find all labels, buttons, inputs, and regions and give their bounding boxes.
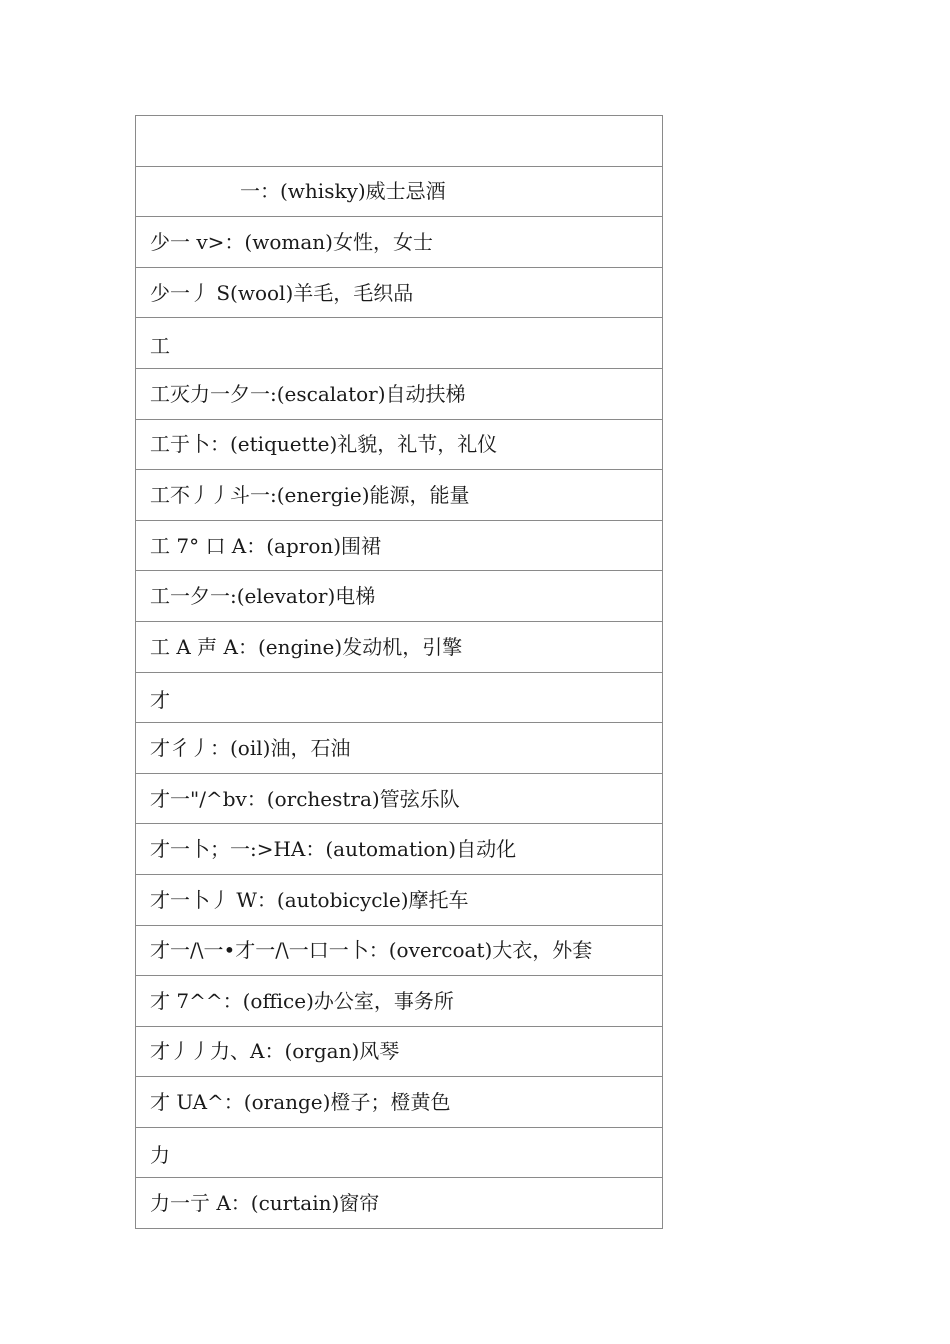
section-heading: 工 xyxy=(136,318,663,369)
table-row-entry xyxy=(136,1077,663,1128)
table-row-entry xyxy=(136,571,663,622)
table-row-section xyxy=(136,672,663,723)
table-row-entry xyxy=(136,368,663,419)
table-cell: 工于卜：(etiquette)礼貌，礼节，礼仪 xyxy=(136,419,663,470)
table-cell: 才一"/^bv：(orchestra)管弦乐队 xyxy=(136,773,663,824)
table-cell: 一：(whisky)威士忌酒 xyxy=(136,166,663,217)
table-row-entry xyxy=(136,1178,663,1229)
table-row-entry xyxy=(136,217,663,268)
table-cell: 少一丿 S(wool)羊毛，毛织品 xyxy=(136,267,663,318)
table-row-entry xyxy=(136,1026,663,1077)
section-heading: 才 xyxy=(136,672,663,723)
table-cell: 才丿丿力、A：(organ)风琴 xyxy=(136,1026,663,1077)
table-cell: 才 UA^：(orange)橙子；橙黄色 xyxy=(136,1077,663,1128)
table-row-entry xyxy=(136,267,663,318)
table-row-section xyxy=(136,1127,663,1178)
table-cell: 工不丿丿斗一:(energie)能源，能量 xyxy=(136,470,663,521)
table-row-entry xyxy=(136,824,663,875)
table-row-entry xyxy=(136,470,663,521)
table-row-entry xyxy=(136,976,663,1027)
table-row-entry xyxy=(136,874,663,925)
table-cell: 少一 v>：(woman)女性，女士 xyxy=(136,217,663,268)
table-row-entry xyxy=(136,520,663,571)
table-row-entry xyxy=(136,773,663,824)
table-cell: 力一亍 A：(curtain)窗帘 xyxy=(136,1178,663,1229)
table-cell: 才 7^^：(office)办公室，事务所 xyxy=(136,976,663,1027)
table-row-entry xyxy=(136,723,663,774)
section-heading: 力 xyxy=(136,1127,663,1178)
table-cell: 工一夕一:(elevator)电梯 xyxy=(136,571,663,622)
table-row-entry xyxy=(136,419,663,470)
table-row-blank xyxy=(136,116,663,167)
table-row-entry xyxy=(136,925,663,976)
table-cell: 工 A 声 A：(engine)发动机，引擎 xyxy=(136,621,663,672)
table-cell: 才彳丿：(oil)油，石油 xyxy=(136,723,663,774)
table-cell: 才一卜丿 W：(autobicycle)摩托车 xyxy=(136,874,663,925)
table-cell: 工 7° 口 A：(apron)围裙 xyxy=(136,520,663,571)
vocabulary-table xyxy=(135,115,663,1229)
table-cell xyxy=(136,116,663,167)
table-cell: 工灭力一夕一:(escalator)自动扶梯 xyxy=(136,368,663,419)
table-row-entry xyxy=(136,166,663,217)
table-row-entry xyxy=(136,621,663,672)
table-row-section xyxy=(136,318,663,369)
table-cell: 才一卜；一:>HA：(automation)自动化 xyxy=(136,824,663,875)
table-cell: 才一/\一•才一/\一口一卜：(overcoat)大衣，外套 xyxy=(136,925,663,976)
